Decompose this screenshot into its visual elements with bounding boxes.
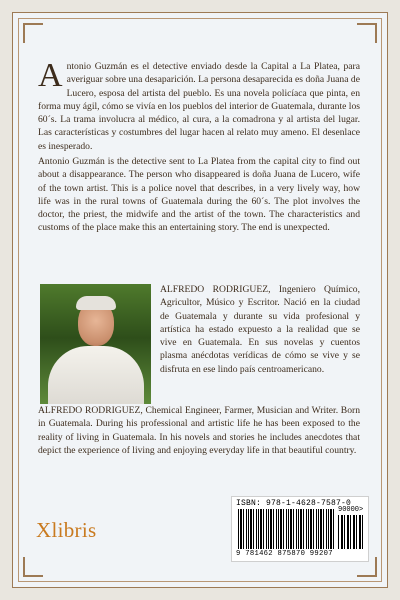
frame-corner-ornament: [23, 23, 43, 43]
synopsis-spanish: [38, 57, 360, 153]
ean-digits: 9 781462 875870 99207: [236, 550, 333, 558]
drop-cap: A: [38, 57, 63, 94]
frame-corner-ornament: [357, 23, 377, 43]
author-bio-english: ALFREDO RODRIGUEZ, Chemical Engineer, Farmer, Musician and Writer. Born in Guatemala. During his professional and artistic life he has been exposed to the reality of living in Guatemala. In his novels and stories he includes anecdotes that depict the experience of living and enjoying everyday life in that beautiful country.: [38, 405, 360, 456]
price-addon-text: 90000>: [338, 506, 364, 514]
isbn-barcode: [231, 496, 369, 562]
author-photo-shirt: [48, 346, 144, 404]
author-bio-spanish: ALFREDO RODRIGUEZ, Ingeniero Químico, Agricultor, Músico y Escritor. Nació en la ciudad de Guatemala y durante su vida profesional y artística ha estado expuesto a la realidad que se vive en Guatemala. En sus novelas y cuentos plasma anécdotas verídicas de cómo se vive y se disfruta en ese lindo país centroamericano.: [160, 284, 360, 375]
addon-barcode-bars: [338, 515, 364, 549]
author-photo-hair: [76, 296, 116, 310]
synopsis-spanish-text: ntonio Guzmán es el detective enviado desde la Capital a La Platea, para averiguar sobre una desaparición. La persona desaparecida es doña Juana de Lucero, esposa del artista del pueblo. Es una novela policíaca que pinta, en forma muy ágil, cómo se vivía en los pueblos del interior de Guatemala, durante los 60´s. La trama involucra al médico, al cura, a la comadrona y al artista del lugar. Las características y costumbres del lugar hacen al relato muy ameno. El desenlace es inesperado.: [38, 61, 360, 152]
publisher-logo: Xlibris: [36, 518, 97, 542]
frame-corner-ornament: [23, 557, 43, 577]
ean-barcode-bars: [238, 509, 334, 549]
author-photo: [40, 284, 151, 404]
synopsis-english: Antonio Guzmán is the detective sent to La Platea from the capital city to find out about a disappearance. The person who disappeared is doña Juana de Lucero, wife of the town artist. This is a police novel that describes, in a very lively way, how life was in the rural towns of Guatemala during the 60´s. The plot involves the doctor, the priest, the midwife and the artist of the town. The characteristics and customs of the place make this an entertaining story. The end is unexpected.: [38, 156, 360, 234]
isbn-text: ISBN: 978-1-4628-7587-0: [236, 499, 352, 508]
